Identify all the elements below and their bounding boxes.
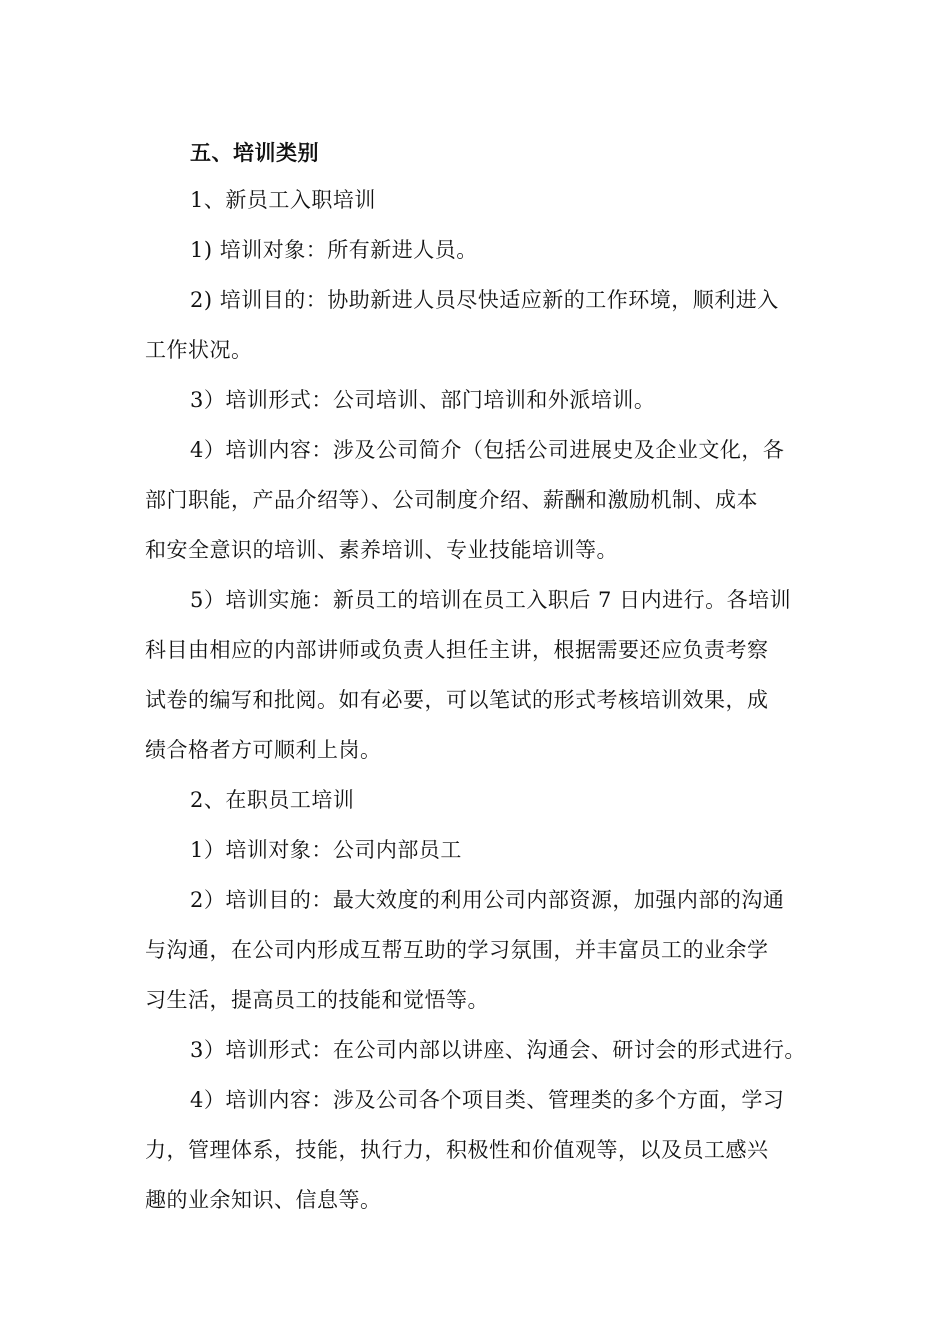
paragraph-line: 3）培训形式：在公司内部以讲座、沟通会、研讨会的形式进行。 [190, 1038, 806, 1062]
subsection-title-new-employee: 1、新员工入职培训 [190, 188, 376, 212]
paragraph-line: 1）培训对象：公司内部员工 [190, 838, 462, 862]
paragraph-line: 5）培训实施：新员工的培训在员工入职后 7 日内进行。各培训 [190, 588, 792, 612]
paragraph-line: 工作状况。 [145, 338, 253, 362]
section-heading: 五、培训类别 [190, 140, 319, 165]
paragraph-line: 4）培训内容：涉及公司各个项目类、管理类的多个方面，学习 [190, 1088, 785, 1112]
paragraph-line: 与沟通，在公司内形成互帮互助的学习氛围，并丰富员工的业余学 [145, 938, 769, 962]
paragraph-line: 绩合格者方可顺利上岗。 [145, 738, 382, 762]
paragraph-line: 2）培训目的：最大效度的利用公司内部资源，加强内部的沟通 [190, 888, 785, 912]
paragraph-line: 4）培训内容：涉及公司简介（包括公司进展史及企业文化，各 [190, 438, 785, 462]
paragraph-line: 3）培训形式：公司培训、部门培训和外派培训。 [190, 388, 656, 412]
paragraph-line: 试卷的编写和批阅。如有必要，可以笔试的形式考核培训效果，成 [145, 688, 769, 712]
paragraph-line: 科目由相应的内部讲师或负责人担任主讲，根据需要还应负责考察 [145, 638, 769, 662]
paragraph-line: 和安全意识的培训、素养培训、专业技能培训等。 [145, 538, 618, 562]
paragraph-line: 趣的业余知识、信息等。 [145, 1188, 382, 1212]
paragraph-line: 2) 培训目的：协助新进人员尽快适应新的工作环境，顺利进入 [190, 288, 779, 312]
paragraph-line: 部门职能，产品介绍等）、公司制度介绍、薪酬和激励机制、成本 [145, 488, 758, 512]
paragraph-line: 习生活，提高员工的技能和觉悟等。 [145, 988, 489, 1012]
paragraph-line: 力，管理体系，技能，执行力，积极性和价值观等，以及员工感兴 [145, 1138, 769, 1162]
paragraph-line: 1) 培训对象：所有新进人员。 [190, 238, 478, 262]
subsection-title-current-employee: 2、在职员工培训 [190, 788, 355, 812]
